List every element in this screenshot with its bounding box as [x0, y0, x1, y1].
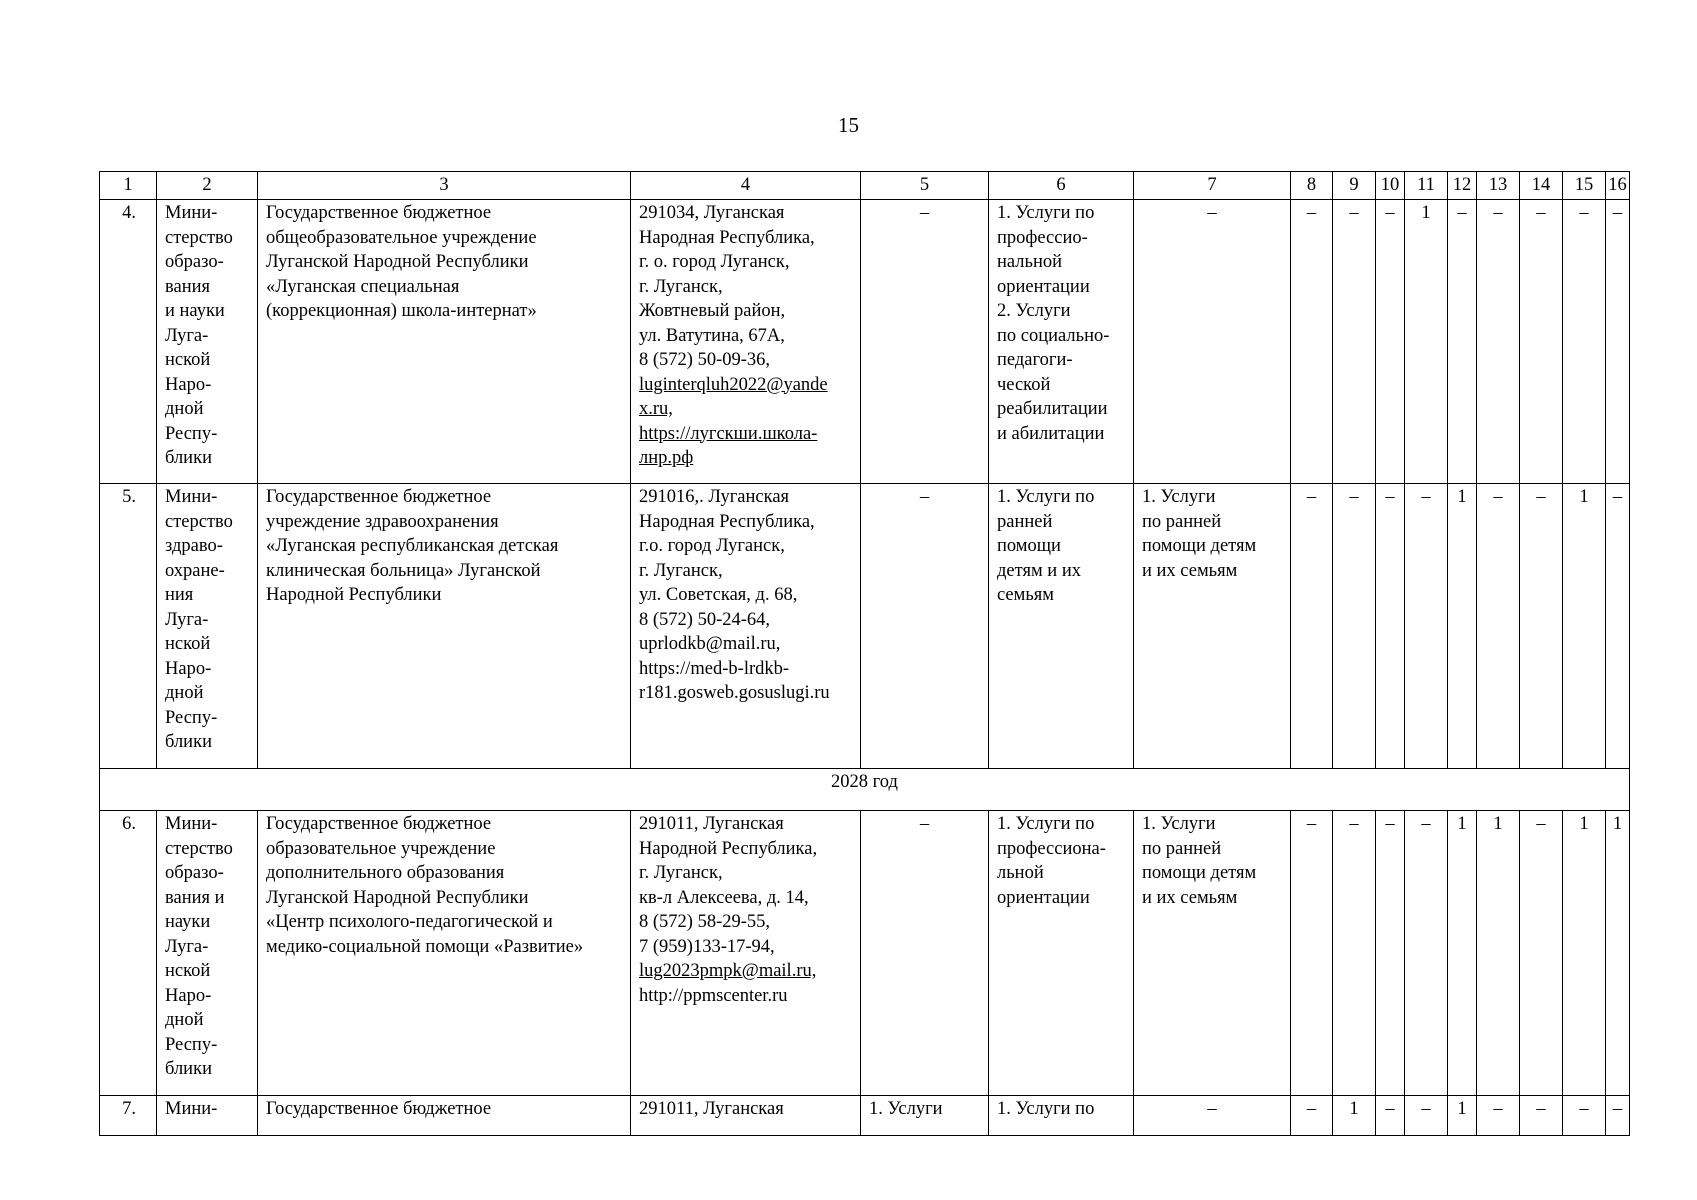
header-cell: 12 — [1448, 172, 1477, 200]
count-cell: – — [1291, 1096, 1333, 1136]
col5-cell: – — [861, 200, 989, 484]
address-line: http://ppmscenter.ru — [639, 985, 788, 1006]
col5-cell: 1. Услуги — [861, 1096, 989, 1136]
address-cell — [631, 200, 861, 484]
address-line: г. Луганск, — [639, 560, 723, 581]
institution-cell: Государственное бюджетное образовательное учреждение дополнительного образования Луганской Народной Республики «Центр психолого-педагогической и медико-социальной помощи «Развитие» — [258, 811, 631, 1096]
header-cell: 4 — [631, 172, 861, 200]
col5-cell: – — [861, 811, 989, 1096]
header-cell: 1 — [100, 172, 157, 200]
email-link[interactable]: luginterqluh2022@yande — [639, 374, 828, 395]
table-row — [100, 484, 1630, 769]
count-cell: – — [1520, 1096, 1563, 1136]
address-line: 291016,. Луганская — [639, 487, 790, 507]
header-cell: 15 — [1563, 172, 1606, 200]
services-cell: 1. Услуги по профессио- нальной ориентации 2. Услуги по социально- педагоги- ческой реабилитации и абилитации — [989, 200, 1134, 484]
count-cell: – — [1405, 484, 1448, 769]
address-line: г. Луганск, — [639, 276, 723, 297]
institution-cell: Государственное бюджетное учреждение здравоохранения «Луганская республиканская детская клиническая больница» Луганской Народной Республики — [258, 484, 631, 769]
services-cell: 1. Услуги по ранней помощи детям и их семьям — [989, 484, 1134, 769]
address-line: ул. Ватутина, 67А, — [639, 325, 785, 346]
header-cell: 9 — [1333, 172, 1376, 200]
count-cell: – — [1563, 200, 1606, 484]
header-cell: 14 — [1520, 172, 1563, 200]
ministry-cell: Мини- стерство образо- вания и науки Луга- нской Наро- дной Респу- блики — [157, 811, 258, 1096]
ministry-cell: Мини- стерство образо- вания и науки Луга- нской Наро- дной Респу- блики — [157, 200, 258, 484]
address-line: г. Луганск, — [639, 863, 723, 883]
count-cell: 1 — [1477, 811, 1520, 1096]
website-link[interactable]: https://лугскши.школа- — [639, 423, 818, 444]
table-row — [100, 811, 1630, 1096]
website-link[interactable]: лнр.рф — [639, 448, 694, 468]
count-cell: – — [1563, 1096, 1606, 1136]
header-row — [100, 172, 1630, 200]
address-line: ул. Советская, д. 68, — [639, 585, 798, 605]
header-cell: 8 — [1291, 172, 1333, 200]
table-row — [100, 200, 1630, 484]
count-cell: 1 — [1405, 200, 1448, 484]
count-cell: – — [1291, 484, 1333, 769]
header-cell: 2 — [157, 172, 258, 200]
count-cell: 1 — [1448, 484, 1477, 769]
count-cell: – — [1606, 484, 1630, 769]
header-cell: 3 — [258, 172, 631, 200]
col7-cell: – — [1134, 1096, 1291, 1136]
year-label: 2028 год — [100, 769, 1630, 811]
count-cell: – — [1405, 811, 1448, 1096]
address-line: 291011, Луганская — [639, 814, 784, 834]
address-line: 291034, Луганская — [639, 203, 785, 223]
address-line: Народная Республика, — [639, 511, 815, 532]
count-cell: 1 — [1448, 1096, 1477, 1136]
email-link[interactable]: lug2023pmpk@mail.ru, — [639, 961, 817, 981]
count-cell: 1 — [1563, 484, 1606, 769]
count-cell: – — [1376, 1096, 1405, 1136]
count-cell: – — [1333, 811, 1376, 1096]
count-cell: – — [1520, 484, 1563, 769]
col5-cell: – — [861, 484, 989, 769]
services-cell-7: 1. Услуги по ранней помощи детям и их семьям — [1134, 484, 1291, 769]
address-cell — [631, 1096, 861, 1136]
col7-cell: – — [1134, 200, 1291, 484]
address-line: Жовтневый район, — [639, 301, 786, 321]
services-cell: 1. Услуги по — [989, 1096, 1134, 1136]
address-cell — [631, 484, 861, 769]
count-cell: – — [1333, 200, 1376, 484]
count-cell: – — [1405, 1096, 1448, 1136]
address-line: Народной Республика, — [639, 838, 818, 859]
count-cell: – — [1376, 484, 1405, 769]
count-cell: – — [1376, 200, 1405, 484]
header-cell: 6 — [989, 172, 1134, 200]
address-line: г. о. город Луганск, — [639, 252, 790, 272]
count-cell: – — [1477, 1096, 1520, 1136]
address-line: 8 (572) 50-24-64, — [639, 609, 771, 630]
count-cell: – — [1606, 200, 1630, 484]
header-cell: 10 — [1376, 172, 1405, 200]
address-line: uprlodkb@mail.ru, — [639, 634, 781, 654]
row-number: 7. — [100, 1096, 157, 1136]
page-number: 15 — [838, 113, 859, 137]
ministry-cell: Мини- — [157, 1096, 258, 1136]
institution-cell: Государственное бюджетное — [258, 1096, 631, 1136]
header-cell: 7 — [1134, 172, 1291, 200]
count-cell: 1 — [1606, 811, 1630, 1096]
row-number: 4. — [100, 200, 157, 484]
count-cell: – — [1291, 811, 1333, 1096]
count-cell: 1 — [1333, 1096, 1376, 1136]
address-line: кв-л Алексеева, д. 14, — [639, 887, 809, 908]
count-cell: 1 — [1563, 811, 1606, 1096]
count-cell: – — [1291, 200, 1333, 484]
services-cell: 1. Услуги по профессиона- льной ориентации — [989, 811, 1134, 1096]
header-cell: 13 — [1477, 172, 1520, 200]
address-line: https://med-b-lrdkb- — [639, 658, 790, 679]
table-row — [100, 1096, 1630, 1136]
header-cell: 16 — [1606, 172, 1630, 200]
row-number: 5. — [100, 484, 157, 769]
row-number: 6. — [100, 811, 157, 1096]
count-cell: – — [1520, 200, 1563, 484]
address-line: r181.gosweb.gosuslugi.ru — [639, 683, 830, 703]
address-line: Народная Республика, — [639, 227, 815, 248]
services-cell-7: 1. Услуги по ранней помощи детям и их семьям — [1134, 811, 1291, 1096]
count-cell: – — [1448, 200, 1477, 484]
header-cell: 5 — [861, 172, 989, 200]
address-line: 291011, Луганская — [639, 1099, 784, 1119]
address-line: г.о. город Луганск, — [639, 536, 785, 556]
count-cell: 1 — [1448, 811, 1477, 1096]
count-cell: – — [1333, 484, 1376, 769]
address-line: 8 (572) 50-09-36, — [639, 350, 771, 370]
header-cell: 11 — [1405, 172, 1448, 200]
institution-cell: Государственное бюджетное общеобразовательное учреждение Луганской Народной Республики «Луганская специальная (коррекционная) школа-интернат» — [258, 200, 631, 484]
ministry-cell: Мини- стерство здраво- охране- ния Луга- нской Наро- дной Респу- блики — [157, 484, 258, 769]
count-cell: – — [1376, 811, 1405, 1096]
address-line: 8 (572) 58-29-55, — [639, 912, 771, 932]
count-cell: – — [1606, 1096, 1630, 1136]
year-row — [100, 769, 1630, 811]
address-line: 7 (959)133-17-94, — [639, 936, 775, 957]
count-cell: – — [1477, 484, 1520, 769]
count-cell: – — [1520, 811, 1563, 1096]
address-cell — [631, 811, 861, 1096]
count-cell: – — [1477, 200, 1520, 484]
email-link[interactable]: x.ru, — [639, 399, 673, 419]
data-table — [99, 171, 1630, 1136]
